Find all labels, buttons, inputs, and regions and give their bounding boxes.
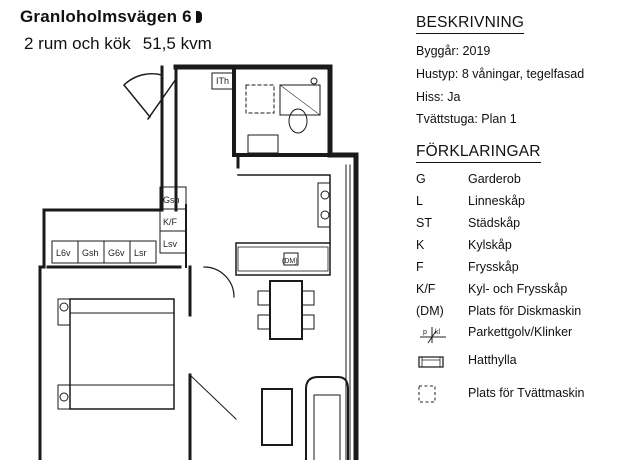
legend-heading: FÖRKLARINGAR [416,143,541,163]
description-list [416,40,621,131]
plan-label-hall-1: Gsh [163,195,180,205]
entrance-door [124,74,162,117]
legend-list [416,169,621,410]
legend-item [416,213,621,235]
floor-plan [0,55,380,460]
legend-label: Parkettgolv/Klinker [468,325,573,340]
legend-item [416,344,621,377]
klinker-symbol-text: kl [435,329,441,337]
description-line: Tvättstuga: Plan 1 [416,112,517,127]
logo-mark [196,11,202,23]
legend-code: G [416,172,426,187]
legend-item [416,235,621,257]
legend-label: Städskåp [468,215,521,230]
header-size [24,34,212,54]
legend-code: K [416,237,425,252]
plan-label-bath-cabinet: ITh [216,76,230,86]
legend-label: Kylskåp [468,237,512,252]
description-line: Byggår: 2019 [416,44,491,58]
plan-label-dishwasher: (DM) [282,258,298,265]
washing-machine-spot [246,85,274,113]
sofa [306,377,348,460]
washbasin [248,135,278,153]
plan-label-wardrobe-3: G6v [108,248,125,258]
info-panel [416,14,621,410]
legend-code: L [416,194,423,209]
legend-label: Hatthylla [468,353,517,368]
header-address: Granloholmsvägen 6 [20,7,202,27]
plan-label-wardrobe-4: Lsr [134,248,147,258]
legend-item [416,301,621,323]
washing-machine-spot-icon [418,385,436,403]
area-size: 51,5 kvm [142,34,212,53]
dining-table [270,281,302,339]
legend-label: Plats för Diskmaskin [468,303,582,318]
plan-label-hall-2: K/F [163,217,178,227]
legend-label: Plats för Tvättmaskin [468,386,585,401]
plan-label-wardrobe-2: Gsh [82,248,99,258]
coffee-table [262,389,292,445]
legend-label: Frysskåp [468,259,519,274]
plan-label-wardrobe-1: L6v [56,248,71,258]
legend-code: ST [416,215,432,230]
legend-label: Linneskåp [468,194,525,209]
legend-item [416,257,621,279]
legend-item [416,191,621,213]
legend-code: (DM) [416,303,444,318]
legend-item [416,322,621,344]
outer-wall [176,67,356,460]
bed [70,299,174,409]
legend-item [416,279,621,301]
hat-shelf-icon [418,354,444,370]
plan-label-hall-3: Lsv [163,239,178,249]
parkett-klinker-icon [418,323,448,345]
description-line: Hustyp: 8 våningar, tegelfasad [416,66,585,81]
description-heading: BESKRIVNING [416,14,524,34]
legend-label: Garderob [468,172,521,187]
legend-label: Kyl- och Frysskåp [468,281,568,296]
legend-code: K/F [416,281,436,296]
toilet [289,109,307,133]
room-count: 2 rum och kök [24,34,131,53]
legend-item [416,377,621,410]
parkett-symbol-text: p [423,329,427,337]
description-line: Hiss: Ja [416,89,461,104]
legend-code: F [416,259,424,274]
legend-item [416,169,621,191]
